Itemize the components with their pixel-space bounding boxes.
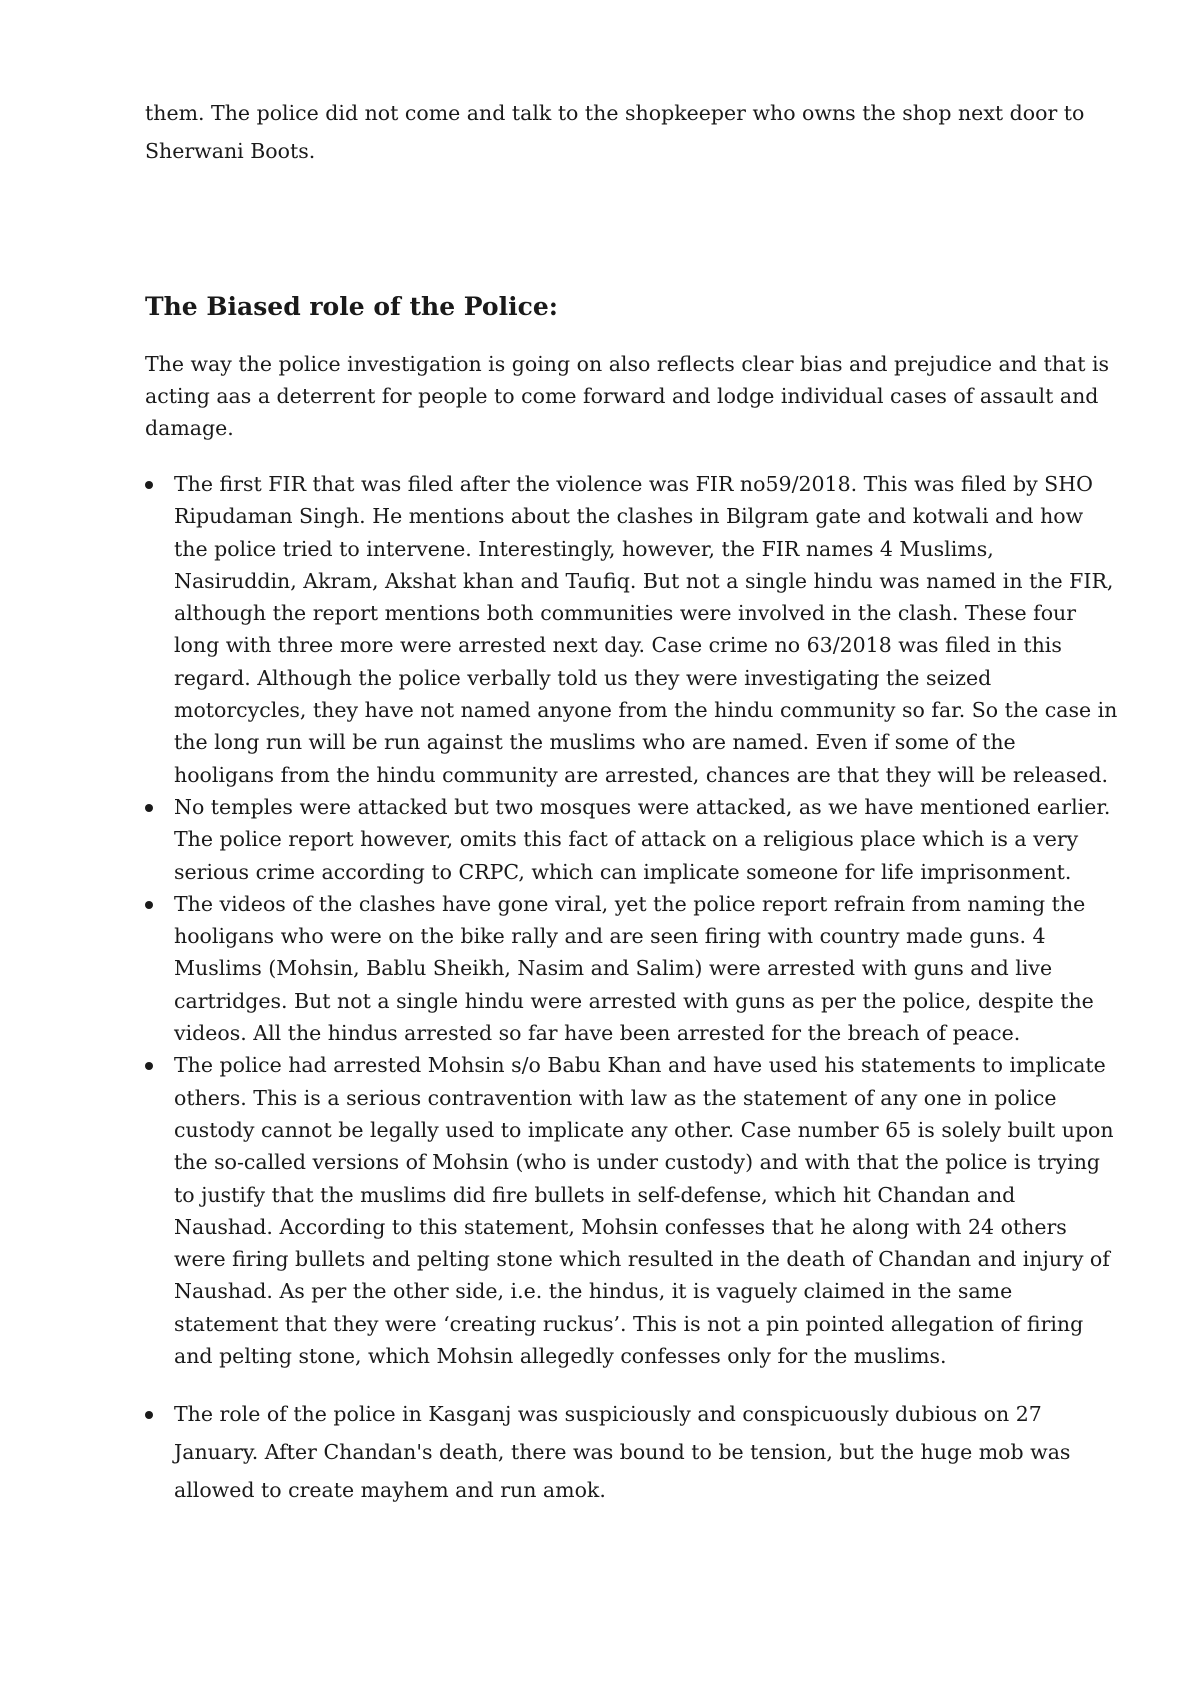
list-item-text: The police had arrested Mohsin s/o Babu Khan and have used his statements to implicate others. This is a serious contravention with law as the statement of any one in police custody cannot be legally used to implicate any other. Case number 65 is solely built upon the so-called versions of Mohsin (who is under custody) and with that the police is trying to justify that the muslims did fire bullets in self-defense, which hit Chandan and Naushad. According to this statement, Mohsin confesses that he along with 24 others were firing bullets and pelting stone which resulted in the death of Chandan and injury of Naushad. As per the other side, i.e. the hindus, it is vaguely claimed in the same statement that they were ‘creating ruckus’. This is not a pin pointed allegation of firing and pelting stone, which Mohsin allegedly confesses only for the muslims. [174,1053,1114,1369]
bullet-icon [145,481,153,489]
list-item [145,1395,1120,1509]
bullet-icon [145,901,153,909]
bullet-icon [145,1411,153,1419]
section-lead-paragraph: The way the police investigation is going on also reflects clear bias and prejudice and that is acting aas a deterrent for people to come forward and lodge individual cases of assault and damage. [145,352,1110,440]
list-item-text: The role of the police in Kasganj was suspiciously and conspicuously dubious on 27 January. After Chandan's death, there was bound to be tension, but the huge mob was allowed to create mayhem and run amok. [174,1402,1071,1503]
findings-list [145,468,1120,1509]
list-item-text: The videos of the clashes have gone viral, yet the police report refrain from naming the hooligans who were on the bike rally and are seen firing with country made guns. 4 Muslims (Mohsin, Bablu Sheikh, Nasim and Salim) were arrested with guns and live cartridges. But not a single hindu were arrested with guns as per the police, despite the videos. All the hindus arrested so far have been arrested for the breach of peace. [174,891,1094,1046]
intro-paragraph-tail: them. The police did not come and talk to the shopkeeper who owns the shop next door to Sherwani Boots. [145,101,1085,163]
bullet-icon [145,1062,153,1070]
list-item [145,888,1120,1049]
list-item [145,1049,1120,1372]
list-item-text: No temples were attacked but two mosques were attacked, as we have mentioned earlier. The police report however, omits this fact of attack on a religious place which is a very serious crime according to CRPC, which can implicate someone for life imprisonment. [174,794,1111,884]
list-item [145,791,1120,888]
list-item [145,468,1120,791]
section-heading: The Biased role of the Police: [145,292,558,321]
list-item-text: The first FIR that was filed after the violence was FIR no59/2018. This was filed by SHO Ripudaman Singh. He mentions about the clashes in Bilgram gate and kotwali and how the police tried to intervene. Interestingly, however, the FIR names 4 Muslims, Nasiruddin, Akram, Akshat khan and Taufiq. But not a single hindu was named in the FIR, although the report mentions both communities were involved in the clash. These four long with three more were arrested next day. Case crime no 63/2018 was filed in this regard. Although the police verbally told us they were investigating the seized motorcycles, they have not named anyone from the hindu community so far. So the case in the long run will be run against the muslims who are named. Even if some of the hooligans from the hindu community are arrested, chances are that they will be released. [174,472,1118,787]
bullet-icon [145,804,153,812]
